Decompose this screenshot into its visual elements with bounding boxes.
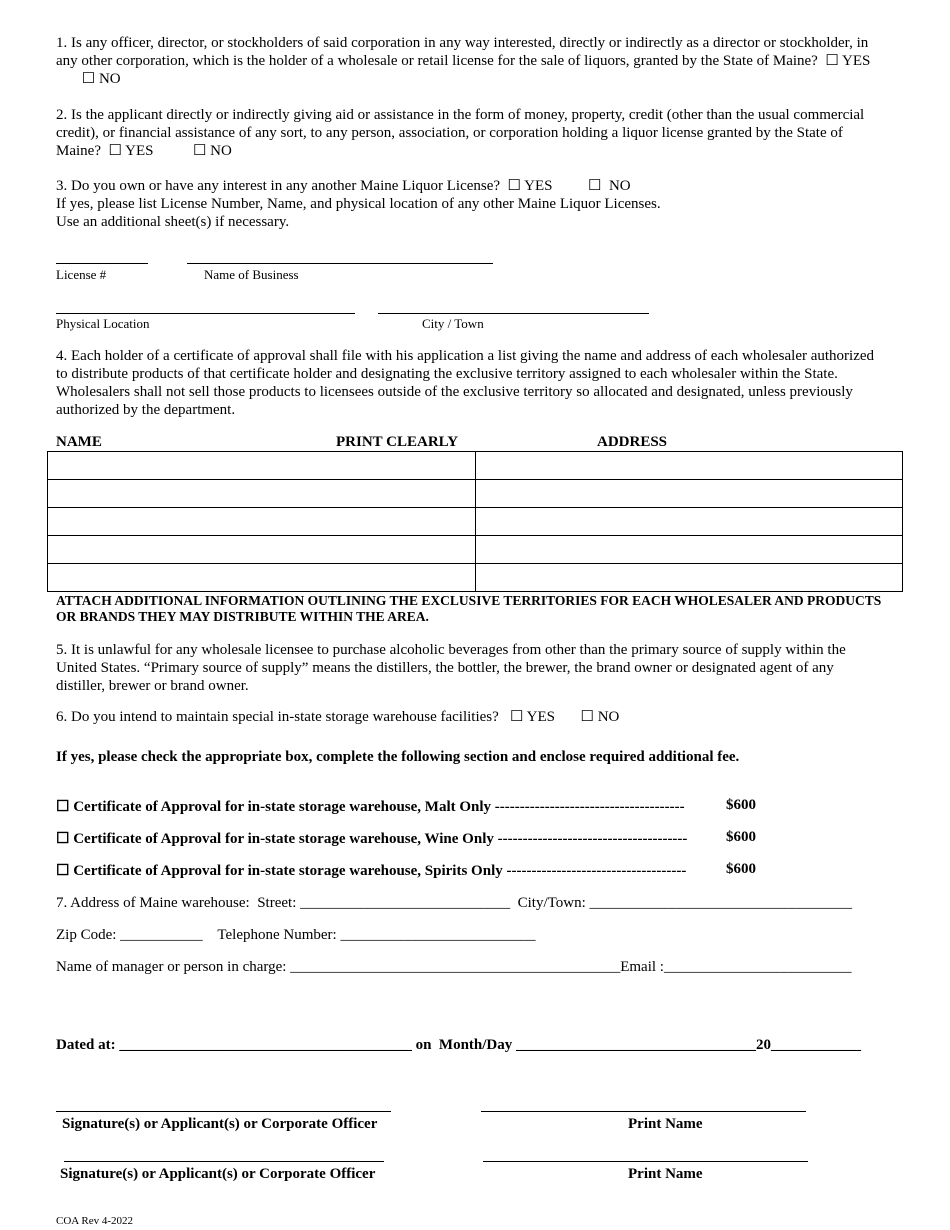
wine-fee: $600 — [726, 829, 756, 845]
address-cell[interactable] — [476, 508, 903, 536]
address-cell[interactable] — [476, 536, 903, 564]
table-row — [48, 452, 903, 480]
malt-fee: $600 — [726, 797, 756, 813]
signature-label-1: Signature(s) or Applicant(s) or Corporate Officer — [62, 1116, 378, 1132]
wine-checkbox[interactable]: ☐ — [56, 831, 70, 847]
name-cell[interactable] — [48, 564, 476, 592]
q3-yes-checkbox[interactable]: ☐ YES — [503, 178, 553, 194]
column-header-address: ADDRESS — [597, 434, 668, 450]
license-number-label: License # — [56, 267, 107, 282]
business-name-line[interactable] — [187, 263, 493, 264]
address-cell[interactable] — [476, 452, 903, 480]
physical-location-line[interactable] — [56, 313, 355, 314]
city-town-line[interactable] — [378, 313, 649, 314]
q6-yes-checkbox[interactable]: ☐ YES — [502, 709, 556, 725]
name-cell[interactable] — [48, 508, 476, 536]
print-name-line-2[interactable] — [483, 1161, 808, 1162]
question-6 — [56, 708, 886, 726]
question-2 — [56, 106, 886, 160]
q1-no-checkbox[interactable]: ☐ NO — [81, 71, 121, 87]
question-2-text: 2. Is the applicant directly or indirectly giving aid or assistance in the form of money, property, credit (other than the usual commercial credit), or financial assistance of any sort, to any person, association, or corporation holding a liquor license granted by the State of Maine? — [56, 107, 865, 159]
q3-no-checkbox[interactable]: ☐ NO — [588, 178, 631, 194]
signature-line-2[interactable] — [64, 1161, 384, 1162]
manager-email-field[interactable]: Name of manager or person in charge: ____________________________________________Email :_________________________ — [56, 959, 852, 975]
city-town-label: City / Town — [422, 316, 484, 331]
address-cell[interactable] — [476, 480, 903, 508]
attach-notice: ATTACH ADDITIONAL INFORMATION OUTLINING THE EXCLUSIVE TERRITORIES FOR EACH WHOLESALER AND PRODUCTS OR BRANDS THEY MAY DISTRIBUTE WITHIN THE AREA. — [56, 593, 882, 624]
warehouse-address-field[interactable]: 7. Address of Maine warehouse: Street: ____________________________ City/Town: ___________________________________ — [56, 895, 852, 911]
business-name-label: Name of Business — [204, 267, 299, 282]
table-row — [48, 480, 903, 508]
spirits-checkbox[interactable]: ☐ — [56, 863, 70, 879]
q1-yes-checkbox[interactable]: ☐ YES — [821, 53, 871, 69]
question-3-instruction: If yes, please list License Number, Name, and physical location of any other Maine Liquor Licenses. — [56, 196, 661, 212]
name-cell[interactable] — [48, 480, 476, 508]
malt-checkbox[interactable]: ☐ — [56, 799, 70, 815]
name-cell[interactable] — [48, 536, 476, 564]
malt-option[interactable] — [56, 797, 886, 816]
wholesaler-table — [47, 451, 903, 592]
malt-option-label: Certificate of Approval for in-state storage warehouse, Malt Only -------------------------------------- — [73, 799, 685, 815]
signature-label-2: Signature(s) or Applicant(s) or Corporate Officer — [60, 1166, 376, 1182]
physical-location-label: Physical Location — [56, 316, 150, 331]
question-4-text: 4. Each holder of a certificate of approval shall file with his application a list giving the name and address of each wholesaler authorized to distribute products of that certificate holder and designating the exclusive territory assigned to each wholesaler within the State. Wholesalers shall not sell those products to licensees outside of the exclusive territory so allocated and designated, unless previously authorized by the department. — [56, 348, 875, 418]
wine-option-label: Certificate of Approval for in-state storage warehouse, Wine Only -------------------------------------- — [73, 831, 688, 847]
form-revision: COA Rev 4-2022 — [56, 1215, 133, 1227]
question-3-instruction-2: Use an additional sheet(s) if necessary. — [56, 214, 290, 230]
print-name-label-1: Print Name — [628, 1116, 703, 1132]
table-row — [48, 564, 903, 592]
q2-yes-checkbox[interactable]: ☐ YES — [104, 143, 154, 159]
question-3 — [56, 177, 886, 231]
spirits-fee: $600 — [726, 861, 756, 877]
table-row — [48, 536, 903, 564]
signature-line-1[interactable] — [56, 1111, 391, 1112]
spirits-option[interactable] — [56, 861, 886, 880]
spirits-option-label: Certificate of Approval for in-state storage warehouse, Spirits Only ------------------------------------ — [73, 863, 687, 879]
name-cell[interactable] — [48, 452, 476, 480]
question-3-text: 3. Do you own or have any interest in any another Maine Liquor License? — [56, 178, 501, 194]
print-name-label-2: Print Name — [628, 1166, 703, 1182]
question-1 — [56, 34, 886, 88]
zip-phone-field[interactable]: Zip Code: ___________ Telephone Number: __________________________ — [56, 927, 536, 943]
storage-instruction: If yes, please check the appropriate box, complete the following section and enclose required additional fee. — [56, 749, 740, 765]
question-6-text: 6. Do you intend to maintain special in-state storage warehouse facilities? — [56, 709, 499, 725]
q2-no-checkbox[interactable]: ☐ NO — [192, 143, 232, 159]
address-cell[interactable] — [476, 564, 903, 592]
column-header-name: NAME — [56, 434, 102, 450]
wine-option[interactable] — [56, 829, 886, 848]
print-name-line-1[interactable] — [481, 1111, 806, 1112]
dated-field[interactable]: Dated at: _______________________________________ on Month/Day ________________________________20____________ — [56, 1037, 861, 1053]
table-row — [48, 508, 903, 536]
q6-no-checkbox[interactable]: ☐ NO — [580, 709, 620, 725]
question-5-text: 5. It is unlawful for any wholesale licensee to purchase alcoholic beverages from other than the primary source of supply within the United States. “Primary source of supply” means the distillers, the bottler, the brewer, the brand owner or designated agent of any distiller, brewer or brand owner. — [56, 642, 846, 694]
license-number-line[interactable] — [56, 263, 148, 264]
question-1-text: 1. Is any officer, director, or stockholders of said corporation in any way interested, directly or indirectly as a director or stockholder, in any other corporation, which is the holder of a wholesale or retail license for the sale of liquors, granted by the State of Maine? — [56, 35, 869, 69]
column-header-print-clearly: PRINT CLEARLY — [336, 434, 459, 450]
